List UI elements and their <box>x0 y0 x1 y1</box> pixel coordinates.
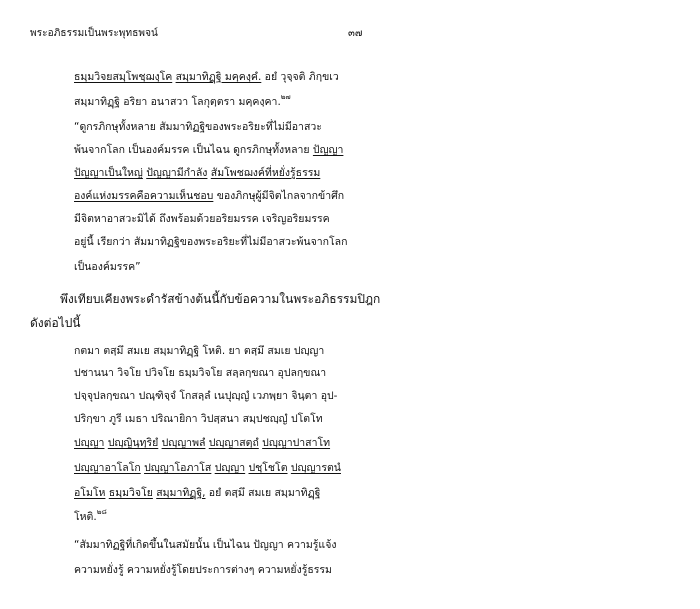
underlined-term: ปัญญามีกำลัง <box>146 167 208 179</box>
pali-text: สมฺมาทิฏฺฐิ อริยา อนาสวา โลกุตฺตรา มคฺคงฺคา. <box>74 96 281 108</box>
abhidhamma-line-4: ปริกฺขา ภูรี เมธา ปริณายิกา วิปสฺสนา สมฺปชญฺญํ ปโตโท <box>74 413 323 425</box>
underlined-term: สัมโพชฌงค์ที่หยั่งรู้ธรรม <box>210 167 321 179</box>
translation-line-5: มีจิตหาอาสวะมิได้ ถึงพร้อมด้วยอริยมรรค เจริญอริยมรรค <box>74 213 330 225</box>
underlined-term: องค์แห่งมรรคคือความเห็นชอบ <box>74 190 214 202</box>
page-number: ๓๗ <box>348 28 363 39</box>
footnote-ref: ๒๗ <box>280 93 291 101</box>
abhidhamma-line-6 <box>74 461 341 475</box>
underlined-term: สมฺมาทิฏฺฐิ, <box>156 487 206 499</box>
abhidhamma-line-1: กตมา ตสฺมึ สมเย สมฺมาทิฏฺฐิ โหติ. ยา ตสฺมึ สมเย ปญฺญา <box>74 345 325 357</box>
abhidhamma-line-8 <box>74 510 107 524</box>
underlined-term: ปชฺโชโต <box>248 462 288 474</box>
pali-underlined-term: ธมฺมวิจยสมฺโพชฺฌงฺโค <box>74 71 173 83</box>
underlined-term: ปญฺญารตนํ <box>290 462 341 474</box>
underlined-term: ปัญญา <box>312 144 344 156</box>
translation-line-7: เป็นองค์มรรค” <box>74 261 141 273</box>
pali-text: อยํ วุจฺจติ ภิกฺขเว <box>261 71 339 83</box>
translation-line-1: “ดูกรภิกษุทั้งหลาย สัมมาทิฏฐิของพระอริยะที่ไม่มีอาสวะ <box>74 121 322 133</box>
underlined-term: ปญฺญินฺทฺริยํ <box>107 437 159 449</box>
body-paragraph-line-1: พึงเทียบเคียงพระดำรัสข้างต้นนี้กับข้อความในพระอภิธรรมปิฎก <box>60 292 381 306</box>
translation-text: พ้นจากโลก เป็นองค์มรรค เป็นไฉน ดูกรภิกษุทั้งหลาย <box>74 144 313 156</box>
translation-line-6: อยู่นี้ เรียกว่า สัมมาทิฏฐิของพระอริยะที่ไม่มีอาสวะพ้นจากโลก <box>74 236 348 248</box>
translation-line-3 <box>74 166 320 180</box>
underlined-term: ธมฺมวิจโย <box>108 487 153 499</box>
underlined-term: อโมโห <box>74 487 106 499</box>
abhidhamma-line-3: ปจฺจุปลกฺขณา ปณฺฑิจฺจํ โกสลฺลํ เนปุญฺญํ เวภพฺยา จินฺตา อุป- <box>74 390 338 402</box>
pali-text: อยํ ตสฺมึ สมเย สมฺมาทิฏฺฐิ <box>205 487 321 499</box>
pali-underlined-term: สมฺมาทิฏฺฐิ มคฺคงฺคํ. <box>175 71 262 83</box>
abhidhamma-line-7 <box>74 486 320 500</box>
underlined-term: ปญฺญาพลํ <box>161 437 206 449</box>
translation2-line-1: “สัมมาทิฏฐิที่เกิดขึ้นในสมัยนั้น เป็นไฉน ปัญญา ความรู้แจ้ง <box>74 539 337 551</box>
body-paragraph-line-2: ดังต่อไปนี้ <box>30 316 81 330</box>
translation-line-4 <box>74 189 344 203</box>
underlined-term: ปญฺญา <box>214 462 246 474</box>
underlined-term: ปัญญาเป็นใหญ่ <box>74 167 143 179</box>
underlined-term: ปญฺญาโอภาโส <box>144 462 212 474</box>
pali-line-1 <box>74 70 339 84</box>
footnote-ref: ๒๘ <box>96 508 107 516</box>
underlined-term: ปญฺญาปาสาโท <box>262 437 331 449</box>
underlined-term: ปญฺญา <box>74 437 105 449</box>
running-header: พระอภิธรรมเป็นพระพุทธพจน์ <box>30 28 158 39</box>
translation-line-2 <box>74 143 343 157</box>
abhidhamma-line-5 <box>74 436 330 450</box>
translation2-line-2: ความหยั่งรู้ ความหยั่งรู้โดยประการต่างๆ ความหยั่งรู้ธรรม <box>74 564 332 576</box>
underlined-term: ปญฺญาสตฺถํ <box>208 437 259 449</box>
pali-text: โหติ. <box>74 511 97 523</box>
abhidhamma-line-2: ปชานนา วิจโย ปวิจโย ธมฺมวิจโย สลฺลกฺขณา อุปลกฺขณา <box>74 367 327 379</box>
pali-line-2 <box>74 95 291 109</box>
underlined-term: ปญฺญาอาโลโก <box>74 462 141 474</box>
translation-text: ของภิกษุผู้มีจิตไกลจากข้าศึก <box>213 190 345 202</box>
